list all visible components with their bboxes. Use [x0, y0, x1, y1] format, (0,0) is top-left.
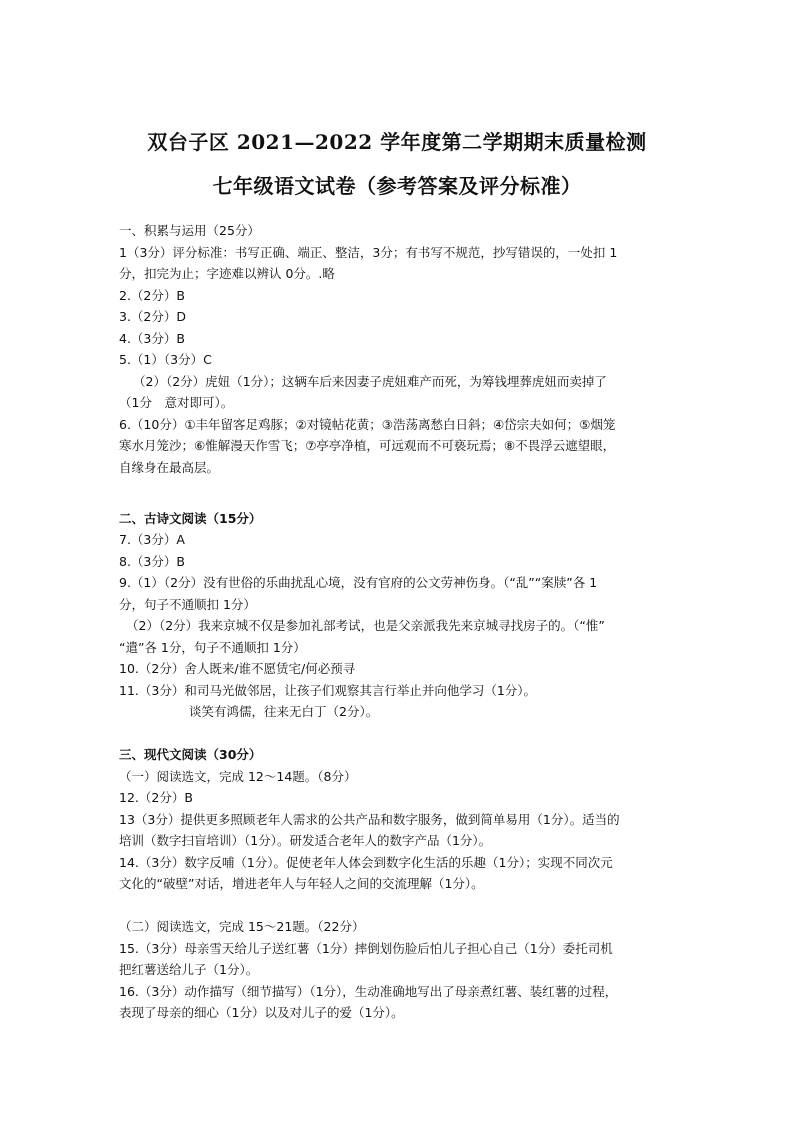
section-heading-2: 二、古诗文阅读（15分）	[119, 510, 262, 526]
answer-line: 1（3分）评分标准：书写正确、端正、整洁，3分；有书写不规范，抄写错误的，一处扣 1	[119, 244, 618, 260]
answer-line: （一）阅读选文，完成 12～14题。（8分）	[119, 768, 357, 784]
spacer	[119, 895, 679, 917]
answer-line: 把红薯送给儿子（1分）。	[119, 962, 259, 977]
answer-line: （2）（2分）我来京城不仅是参加礼部考试，也是父亲派我先来京城寻找房子的。（“惟”	[126, 618, 605, 633]
answer-line: 15.（3分）母亲雪天给儿子送红薯（1分）摔倒划伤脸后怕儿子担心自己（1分）委托司机	[119, 940, 613, 956]
answer-line: 11.（3分）和司马光做邻居，让孩子们观察其言行举止并向他学习（1分）。	[119, 682, 537, 698]
answer-line: 7.（3分）A	[119, 532, 185, 547]
answer-line: 2.（2分）B	[119, 287, 185, 303]
spacer	[119, 723, 679, 745]
exam-subtitle: 七年级语文试卷（参考答案及评分标准）	[212, 174, 582, 198]
answer-line: 8.（3分）B	[119, 553, 185, 569]
section-heading-1: 一、积累与运用（25分）	[119, 223, 260, 238]
spacer	[119, 478, 679, 500]
section-heading-3: 三、现代文阅读（30分）	[119, 747, 262, 762]
answer-line: 4.（3分）B	[119, 330, 185, 346]
answer-line: 5.（1）（3分）C	[119, 352, 212, 367]
answer-line: 12.（2分）B	[119, 790, 193, 805]
answer-line: 3.（2分）D	[119, 309, 187, 324]
answer-line: 分，扣完为止；字迹难以辨认 0分。.略	[119, 266, 335, 281]
answer-line: 9.（1）（2分）没有世俗的乐曲扰乱心境，没有官府的公文劳神伤身。（“乱”“案牍”各 1	[119, 575, 598, 590]
answer-body	[119, 220, 679, 1024]
answer-line: 谈笑有鸿儒，往来无白丁（2分）。	[189, 704, 379, 719]
spacer	[119, 500, 679, 508]
answer-line: （1分 意对即可）。	[119, 395, 234, 410]
exam-title: 双台子区 2021—2022 学年度第二学期期末质量检测	[147, 130, 647, 154]
subsection-heading: （二）阅读选文，完成 15～21题。（22分）	[119, 919, 365, 934]
answer-line: 13（3分）提供更多照顾老年人需求的公共产品和数字服务，做到简单易用（1分）。适当的	[119, 811, 620, 827]
answer-line: 分，句子不通顺扣 1分）	[119, 596, 256, 612]
answer-line: 文化的“破壁”对话，增进老年人与年轻人之间的交流理解（1分）。	[119, 876, 484, 891]
answer-line: （2）（2分）虎妞（1分）；这辆车后来因妻子虎妞难产而死，为筹钱埋葬虎妞而卖掉了	[133, 373, 607, 389]
answer-line: 自缘身在最高层。	[119, 459, 220, 475]
answer-line: 寒水月笼沙；⑥惟解漫天作雪飞；⑦亭亭净植，可远观而不可亵玩焉；⑧不畏浮云遮望眼，	[119, 438, 616, 453]
answer-line: 6.（10分）①丰年留客足鸡豚；②对镜帖花黄；③浩荡离愁白日斜；④岱宗夫如何；⑤烟笼	[119, 416, 616, 432]
answer-line: 10.（2分）舍人既来/谁不愿赁宅/何必预寻	[119, 661, 356, 676]
answer-line: 培训（数字扫盲培训）（1分）。研发适合老年人的数字产品（1分）。	[119, 833, 492, 848]
answer-line: “遣”各 1分，句子不通顺扣 1分）	[119, 639, 306, 655]
answer-line: 14.（3分）数字反哺（1分）。促使老年人体会到数字化生活的乐趣（1分）；实现不同次元	[119, 854, 613, 870]
answer-line: 表现了母亲的细心（1分）以及对儿子的爱（1分）。	[119, 1005, 404, 1020]
answer-line: 16.（3分）动作描写（细节描写）（1分），生动准确地写出了母亲煮红薯、装红薯的过程，	[119, 983, 618, 999]
